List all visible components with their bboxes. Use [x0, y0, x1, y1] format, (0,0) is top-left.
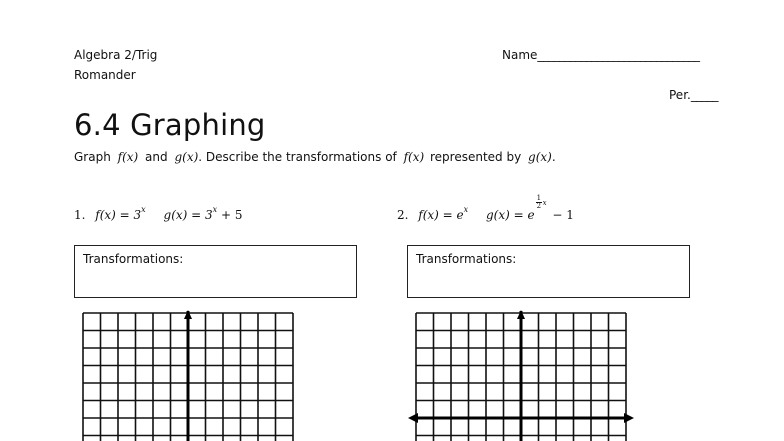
problem-2 [397, 194, 574, 222]
instr-describe: . Describe the transformations of [198, 150, 397, 164]
name-label: Name [502, 48, 538, 62]
transformations-box-2[interactable] [407, 245, 690, 298]
instr-g-notation-2: g(x) [528, 150, 552, 164]
instr-period: . [551, 150, 556, 164]
course-name: Algebra 2/Trig [74, 48, 158, 62]
name-field[interactable] [502, 48, 699, 62]
teacher-name: Romander [74, 68, 136, 82]
problem-1 [74, 205, 243, 222]
name-blank: ______________________________ [537, 48, 700, 62]
problem-1-g: $g(x) = 3^x + 5$ [163, 205, 243, 222]
axis-arrow-icon [624, 413, 634, 423]
page-title: 6.4 Graphing [74, 108, 266, 142]
period-field[interactable] [669, 88, 718, 102]
problem-2-g: g(x) = e 1 2 x − 1 [485, 194, 574, 222]
transformations-label-1: Transformations: [83, 252, 184, 266]
instr-g-notation: g(x) [174, 150, 199, 164]
period-blank: _____ [690, 88, 718, 102]
instr-graph-word: Graph [74, 150, 111, 164]
graph-grid-2[interactable] [406, 308, 638, 441]
transformations-label-2: Transformations: [416, 252, 517, 266]
problem-2-number: 2. [397, 208, 409, 222]
graph-grid-1[interactable] [76, 308, 298, 441]
transformations-box-1[interactable] [74, 245, 357, 298]
problem-2-g-exponent: 1 2 [536, 194, 542, 210]
axis-arrow-icon [408, 413, 418, 423]
instr-and-word: and [145, 150, 168, 164]
axis-arrow-icon [517, 310, 525, 319]
problem-1-number: 1. [74, 208, 86, 222]
instr-represented: represented by [430, 150, 522, 164]
instructions [74, 150, 556, 164]
instr-f-notation-2: f(x) [403, 150, 425, 164]
problem-1-f: $f(x) = 3^x$ [95, 205, 146, 222]
period-label: Per. [669, 88, 691, 102]
problem-2-f: $f(x) = e^x$ [418, 205, 469, 222]
instr-f-notation: f(x) [117, 150, 139, 164]
axis-arrow-icon [184, 310, 192, 319]
